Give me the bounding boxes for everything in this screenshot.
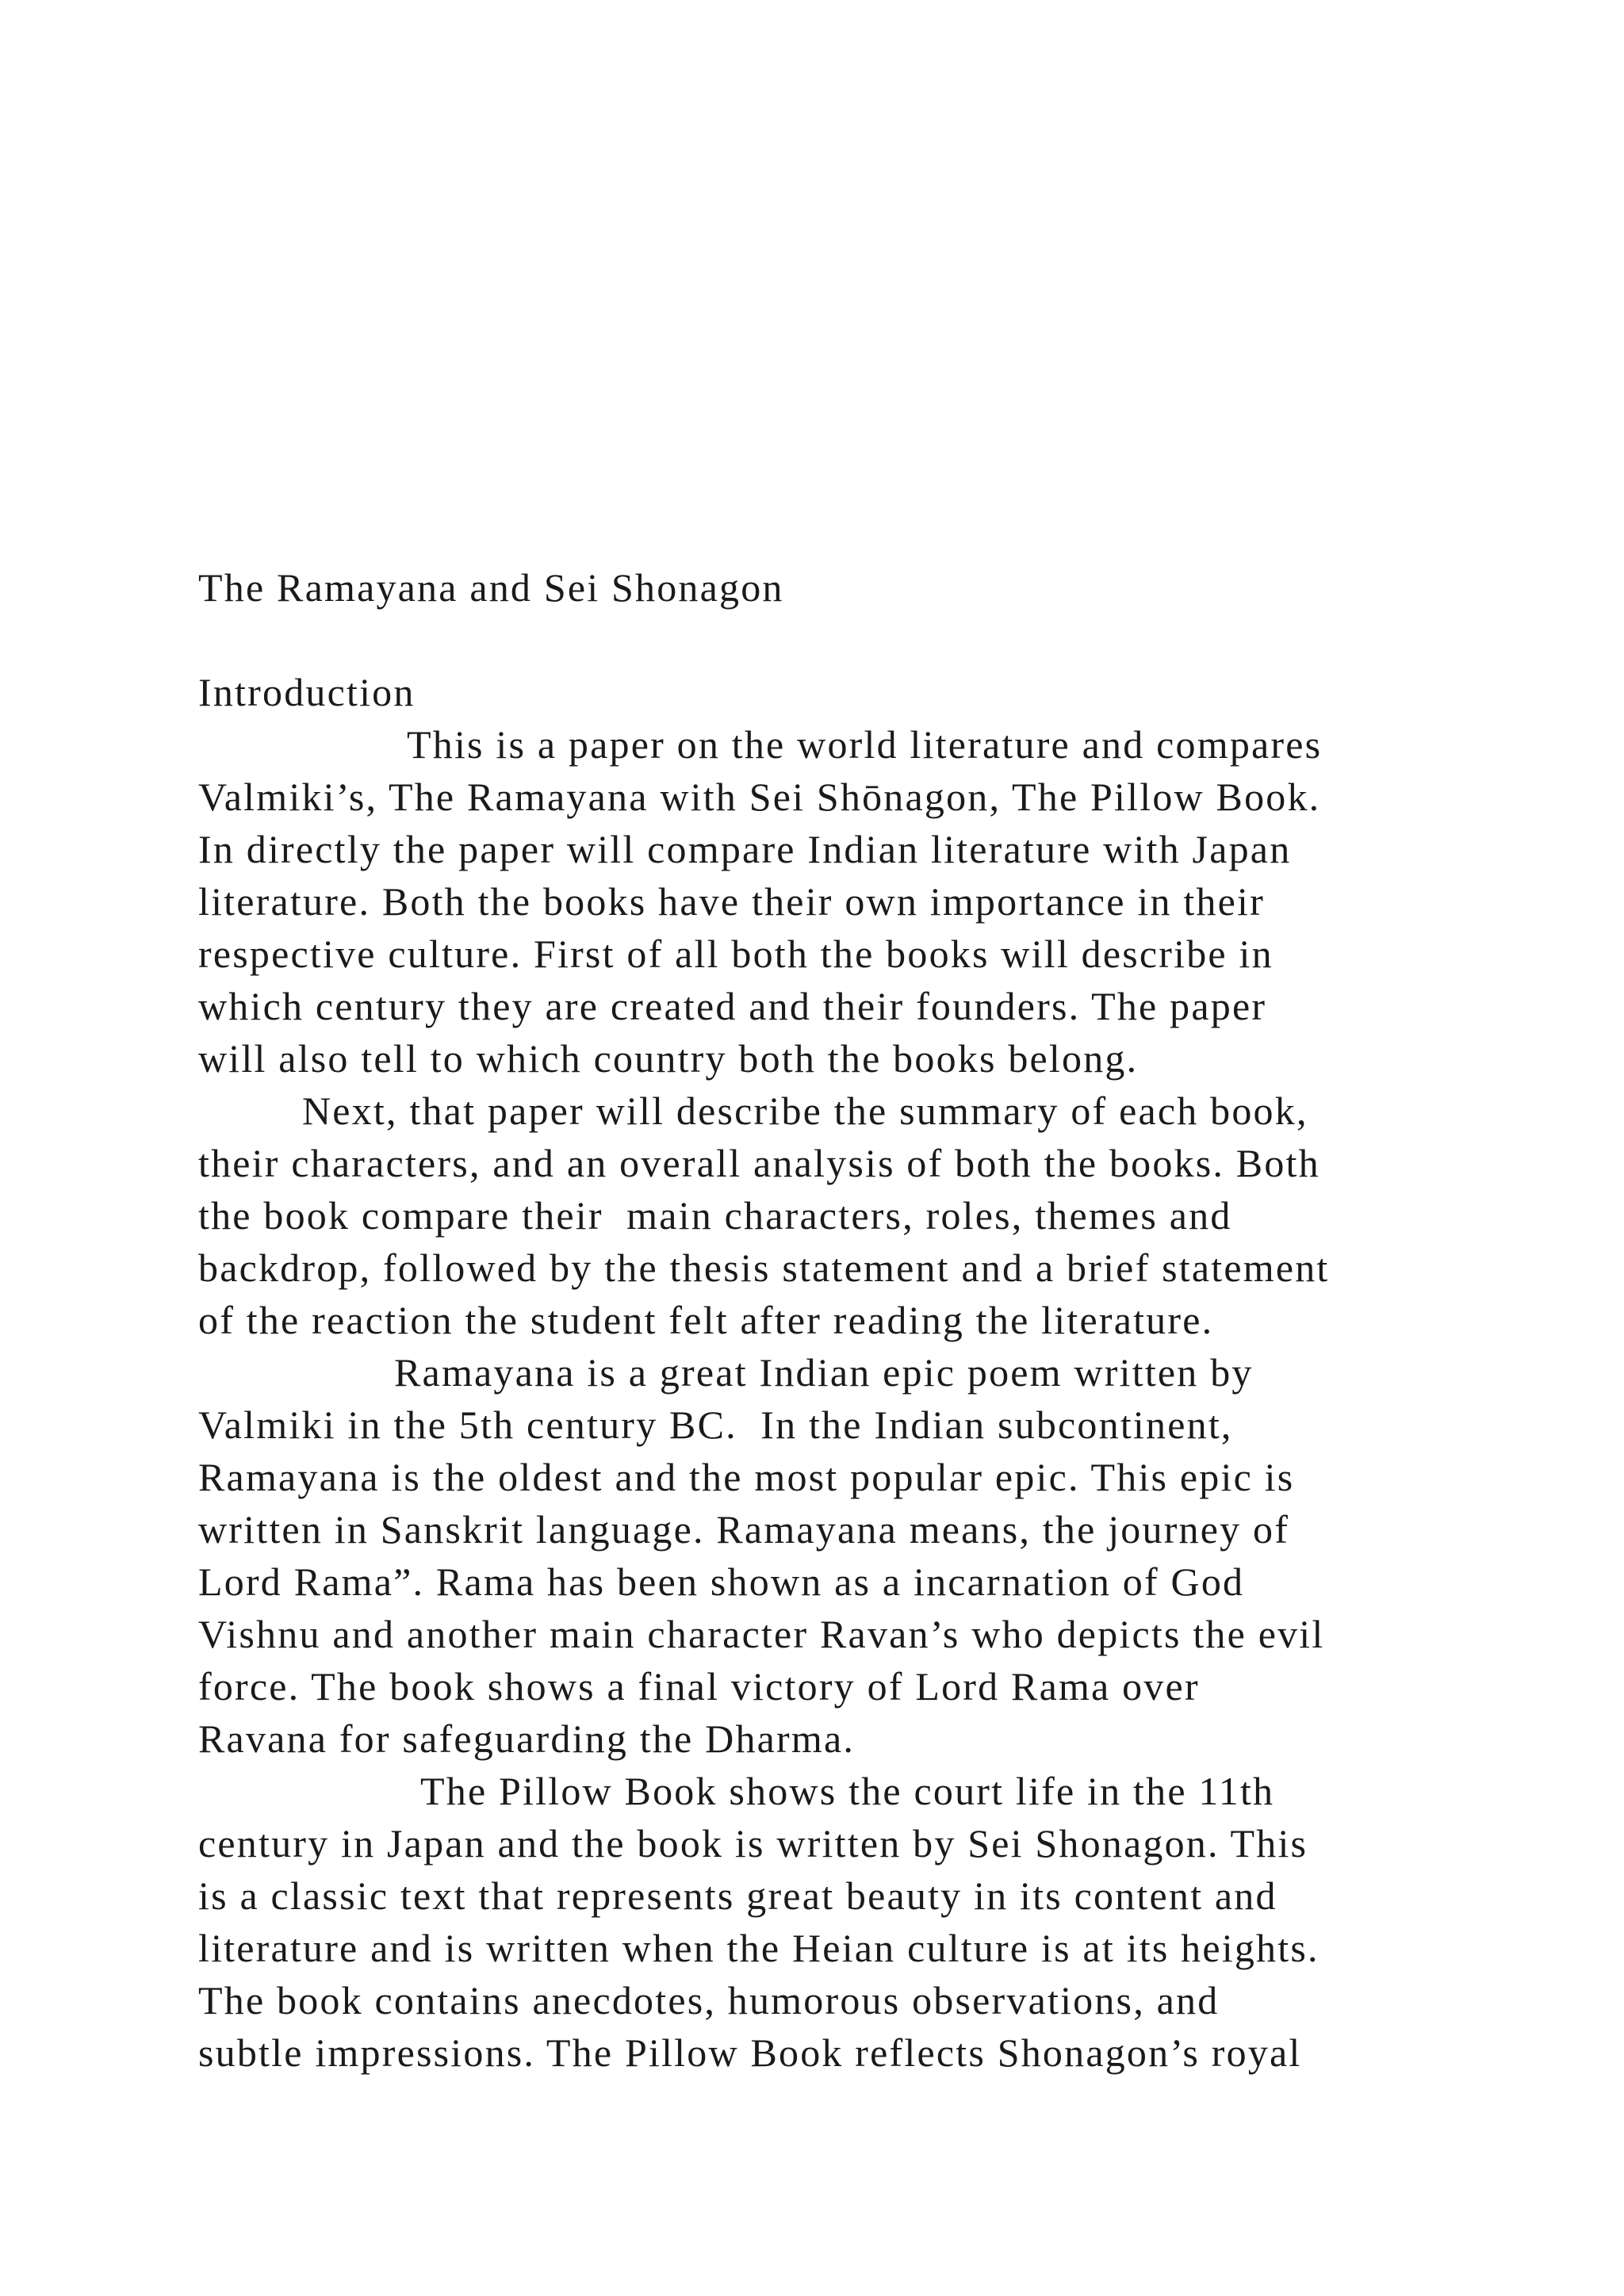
text-line: Valmiki in the 5th century BC. In the Indian subcontinent, — [198, 1402, 1233, 1447]
text-line: Next, that paper will describe the summary of each book, — [302, 1089, 1308, 1133]
text-line: subtle impressions. The Pillow Book reflects Shonagon’s royal — [198, 2030, 1302, 2075]
text-line: century in Japan and the book is written by Sei Shonagon. This — [198, 1821, 1308, 1866]
text-line: backdrop, followed by the thesis statement and a brief statement — [198, 1246, 1330, 1290]
text-line: The Pillow Book shows the court life in the 11th — [420, 1769, 1275, 1813]
section-heading: Introduction — [198, 670, 416, 714]
text-line: respective culture. First of all both the books will describe in — [198, 932, 1274, 976]
text-line: of the reaction the student felt after reading the literature. — [198, 1298, 1214, 1342]
text-line: Ravana for safeguarding the Dharma. — [198, 1716, 856, 1761]
text-line: Lord Rama”. Rama has been shown as a incarnation of God — [198, 1559, 1245, 1604]
text-line: In directly the paper will compare Indian literature with Japan — [198, 827, 1292, 871]
text-line: literature. Both the books have their own importance in their — [198, 879, 1265, 924]
text-line: the book compare their main characters, roles, themes and — [198, 1193, 1232, 1238]
text-line: This is a paper on the world literature and compares — [407, 722, 1323, 767]
text-line: force. The book shows a final victory of Lord Rama over — [198, 1664, 1200, 1709]
text-line: The book contains anecdotes, humorous observations, and — [198, 1978, 1220, 2022]
text-line: Ramayana is a great Indian epic poem written by — [394, 1350, 1254, 1395]
text-line: their characters, and an overall analysis of both the books. Both — [198, 1141, 1320, 1185]
text-line: Ramayana is the oldest and the most popular epic. This epic is — [198, 1455, 1295, 1499]
document-title: The Ramayana and Sei Shonagon — [198, 565, 784, 610]
text-line: written in Sanskrit language. Ramayana means, the journey of — [198, 1507, 1290, 1552]
text-line: literature and is written when the Heian culture is at its heights. — [198, 1926, 1320, 1970]
text-line: will also tell to which country both the books belong. — [198, 1036, 1139, 1081]
text-line: Vishnu and another main character Ravan’s who depicts the evil — [198, 1612, 1325, 1656]
text-line: is a classic text that represents great beauty in its content and — [198, 1873, 1277, 1918]
text-line: Valmiki’s, The Ramayana with Sei Shōnagon, The Pillow Book. — [198, 775, 1321, 819]
text-line: which century they are created and their founders. The paper — [198, 984, 1267, 1028]
